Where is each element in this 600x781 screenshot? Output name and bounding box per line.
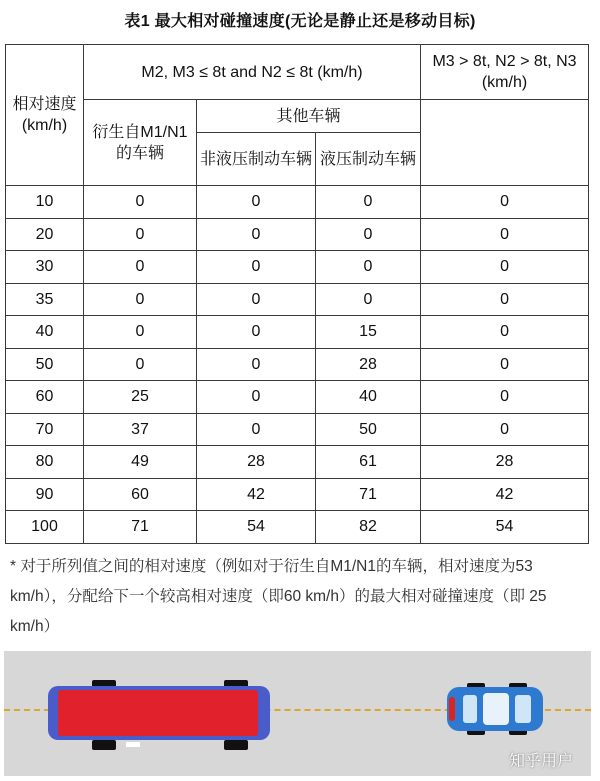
- cell-hydraulic: 71: [316, 478, 421, 511]
- page-title: 表1 最大相对碰撞速度(无论是静止还是移动目标): [124, 13, 476, 30]
- cell-derived-m1n1: 0: [84, 218, 197, 251]
- table-row: [6, 381, 589, 414]
- cell-relative-speed: 100: [6, 511, 84, 544]
- table-row: [6, 348, 589, 381]
- cell-heavy: 42: [421, 478, 589, 511]
- vehicle-illustration: [4, 651, 591, 776]
- table-row: [6, 478, 589, 511]
- cell-derived-m1n1: 0: [84, 348, 197, 381]
- cell-relative-speed: 60: [6, 381, 84, 414]
- cell-non-hydraulic: 0: [197, 381, 316, 414]
- cell-non-hydraulic: 0: [197, 186, 316, 219]
- cell-hydraulic: 0: [316, 218, 421, 251]
- header-non-hydraulic: 非液压制动车辆: [197, 133, 316, 186]
- cell-relative-speed: 50: [6, 348, 84, 381]
- cell-non-hydraulic: 0: [197, 283, 316, 316]
- cell-heavy: 0: [421, 186, 589, 219]
- cell-heavy: 0: [421, 348, 589, 381]
- cell-non-hydraulic: 0: [197, 218, 316, 251]
- header-relative-speed: 相对速度(km/h): [6, 45, 84, 186]
- cell-relative-speed: 35: [6, 283, 84, 316]
- cell-non-hydraulic: 0: [197, 251, 316, 284]
- cell-heavy: 0: [421, 251, 589, 284]
- cell-derived-m1n1: 0: [84, 316, 197, 349]
- cell-hydraulic: 0: [316, 186, 421, 219]
- cell-relative-speed: 90: [6, 478, 84, 511]
- cell-derived-m1n1: 71: [84, 511, 197, 544]
- cell-relative-speed: 40: [6, 316, 84, 349]
- cell-non-hydraulic: 54: [197, 511, 316, 544]
- header-group-heavy: M3 > 8t, N2 > 8t, N3 (km/h): [421, 45, 589, 100]
- cell-hydraulic: 61: [316, 446, 421, 479]
- table-row: [6, 316, 589, 349]
- cell-derived-m1n1: 49: [84, 446, 197, 479]
- footnote: * 对于所列值之间的相对速度（例如对于衍生自M1/N1的车辆，相对速度为53 km/h），分配给下一个较高相对速度（即60 km/h）的最大相对碰撞速度（即 25 km/h）: [10, 558, 547, 635]
- cell-heavy: 0: [421, 413, 589, 446]
- cell-non-hydraulic: 0: [197, 413, 316, 446]
- cell-heavy: 0: [421, 283, 589, 316]
- watermark-text: 知乎用户: [509, 753, 574, 770]
- cell-relative-speed: 70: [6, 413, 84, 446]
- cell-hydraulic: 82: [316, 511, 421, 544]
- car-icon: [447, 687, 543, 731]
- header-group-light: M2, M3 ≤ 8t and N2 ≤ 8t (km/h): [84, 45, 421, 100]
- cell-hydraulic: 40: [316, 381, 421, 414]
- cell-hydraulic: 0: [316, 283, 421, 316]
- cell-non-hydraulic: 0: [197, 348, 316, 381]
- cell-heavy: 0: [421, 316, 589, 349]
- header-heavy-blank: [421, 100, 589, 186]
- cell-hydraulic: 28: [316, 348, 421, 381]
- cell-derived-m1n1: 37: [84, 413, 197, 446]
- cell-non-hydraulic: 42: [197, 478, 316, 511]
- cell-relative-speed: 20: [6, 218, 84, 251]
- cell-relative-speed: 10: [6, 186, 84, 219]
- bus-icon: [48, 680, 270, 744]
- header-other-vehicles: 其他车辆: [197, 100, 421, 133]
- cell-derived-m1n1: 0: [84, 186, 197, 219]
- cell-heavy: 0: [421, 218, 589, 251]
- cell-derived-m1n1: 0: [84, 251, 197, 284]
- cell-heavy: 28: [421, 446, 589, 479]
- table-row: [6, 251, 589, 284]
- cell-non-hydraulic: 0: [197, 316, 316, 349]
- header-derived-m1n1: 衍生自M1/N1的车辆: [84, 100, 197, 186]
- table-row: [6, 511, 589, 544]
- cell-non-hydraulic: 28: [197, 446, 316, 479]
- cell-derived-m1n1: 25: [84, 381, 197, 414]
- cell-heavy: 54: [421, 511, 589, 544]
- cell-derived-m1n1: 0: [84, 283, 197, 316]
- header-hydraulic: 液压制动车辆: [316, 133, 421, 186]
- cell-hydraulic: 15: [316, 316, 421, 349]
- cell-hydraulic: 0: [316, 251, 421, 284]
- table-row: [6, 446, 589, 479]
- cell-heavy: 0: [421, 381, 589, 414]
- table-row: [6, 413, 589, 446]
- table-row: [6, 283, 589, 316]
- cell-derived-m1n1: 60: [84, 478, 197, 511]
- cell-hydraulic: 50: [316, 413, 421, 446]
- collision-speed-table: [5, 44, 589, 544]
- cell-relative-speed: 80: [6, 446, 84, 479]
- cell-relative-speed: 30: [6, 251, 84, 284]
- table-row: [6, 186, 589, 219]
- table-row: [6, 218, 589, 251]
